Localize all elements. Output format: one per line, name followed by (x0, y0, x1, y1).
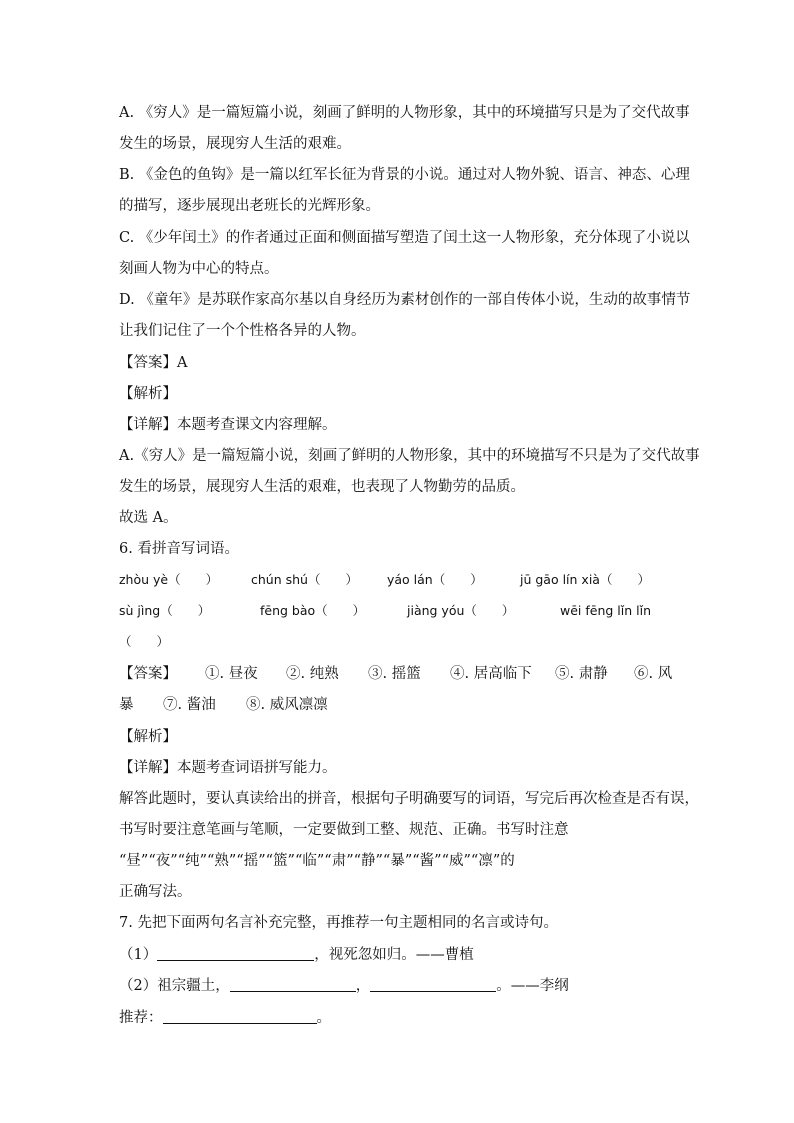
pinyin-item: yáo lán（ ） (387, 572, 483, 587)
answer-item: ⑦. 酱油 (163, 697, 216, 713)
q7-item2-text: 。——李纲 (496, 978, 569, 994)
q7-item2-prefix: （2）祖宗疆土， (119, 978, 230, 994)
answer-item: ①. 昼夜 (205, 666, 258, 682)
answer-item: ④. 居高临下 (450, 666, 532, 682)
pinyin-item: wēi fēng lǐn lǐn (560, 603, 651, 618)
q7-item1-number: （1） (119, 947, 158, 963)
q5-explain-line2: 发生的场景，展现穷人生活的艰难，也表现了人物勤劳的品质。 (119, 479, 525, 495)
q6-explain-line2: 书写时要注意笔画与笔顺，一定要做到工整、规范、正确。书写时注意 (119, 822, 569, 838)
q6-analysis-heading: 【解析】 (119, 729, 177, 745)
answer-item: ⑤. 肃静 (555, 666, 608, 682)
q6-detail: 【详解】本题考查词语拼写能力。 (119, 760, 337, 776)
q5-analysis-heading: 【解析】 (119, 386, 177, 402)
q6-explain-line4: 正确写法。 (119, 884, 192, 900)
fill-blank-2[interactable] (230, 977, 356, 992)
pinyin-item: jū gāo lín xià（ ） (520, 572, 650, 587)
q7-item2 (119, 976, 569, 996)
q7-item1 (119, 945, 474, 965)
q7-item2-separator: ， (355, 978, 371, 994)
q6-explain-line1: 解答此题时，要认真读给出的拼音，根据句子明确要写的词语，写完后再次检查是否有误， (119, 791, 699, 807)
q7-item1-text: ，视死忽如归。——曹植 (314, 947, 474, 963)
option-d-line1: D. 《童年》是苏联作家高尔基以自身经历为素材创作的一部自传体小说，生动的故事情节 (119, 292, 691, 308)
pinyin-item: sù jìng（ ） (119, 603, 211, 618)
option-a-line2: 发生的场景，展现穷人生活的艰难。 (119, 136, 351, 152)
fill-blank-3[interactable] (370, 977, 496, 992)
answer-item: ②. 纯熟 (286, 666, 339, 682)
pinyin-item: zhòu yè（ ） (119, 572, 219, 587)
q6-answer-label: 【答案】 (119, 666, 177, 682)
option-b-line1: B. 《金色的鱼钩》是一篇以红军长征为背景的小说。通过对人物外貌、语言、神态、心理 (119, 167, 690, 183)
recommend-end: 。 (316, 1010, 331, 1026)
q7-title: 7. 先把下面两句名言补充完整，再推荐一句主题相同的名言或诗句。 (119, 915, 558, 931)
q6-explain-line3: “昼”“夜”“纯”“熟”“摇”“篮”“临”“肃”“静”“暴”“酱”“威”“凛”的 (119, 853, 515, 869)
option-a-line1: A. 《穷人》是一篇短篇小说，刻画了鲜明的人物形象，其中的环境描写只是为了交代故事 (119, 105, 690, 121)
recommend-label: 推荐： (119, 1010, 163, 1026)
q6-title: 6. 看拼音写词语。 (119, 541, 239, 557)
q5-answer: 【答案】A (119, 355, 188, 371)
pinyin-item: jiàng yóu（ ） (407, 603, 515, 618)
answer-item: ⑥. 风 (634, 666, 673, 682)
answer-item: ③. 摇篮 (368, 666, 421, 682)
fill-blank-1[interactable] (157, 946, 314, 961)
q7-recommend (119, 1008, 331, 1028)
recommend-blank[interactable] (163, 1009, 317, 1024)
q5-explain-line1: A.《穷人》是一篇短篇小说，刻画了鲜明的人物形象，其中的环境描写不只是为了交代故事 (119, 448, 700, 464)
pinyin-item: fēng bào（ ） (260, 603, 366, 618)
option-d-line2: 让我们记住了一个个性格各异的人物。 (119, 323, 366, 339)
answer-item: 暴 (119, 697, 134, 713)
pinyin-item: chún shú（ ） (251, 572, 358, 587)
option-c-line1: C. 《少年闰土》的作者通过正面和侧面描写塑造了闰土这一人物形象，充分体现了小说以 (119, 230, 690, 246)
q5-detail: 【详解】本题考查课文内容理解。 (119, 417, 337, 433)
answer-item: ⑧. 威风凛凛 (246, 697, 328, 713)
option-b-line2: 的描写，逐步展现出老班长的光辉形象。 (119, 198, 380, 214)
q5-conclusion: 故选 A。 (119, 510, 178, 526)
option-c-line2: 刻画人物为中心的特点。 (119, 261, 279, 277)
pinyin-item-bracket: （ ） (119, 634, 170, 649)
